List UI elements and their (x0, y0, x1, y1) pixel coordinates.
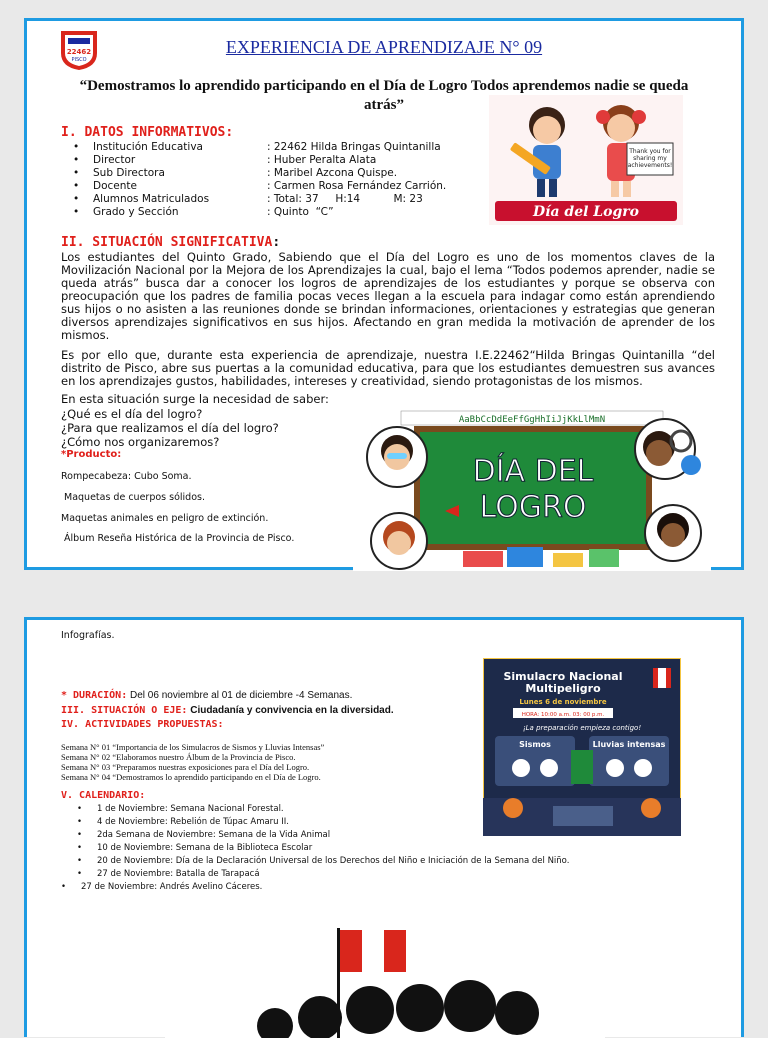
dia-del-logro-board-illustration (353, 403, 711, 571)
page-title: EXPERIENCIA DE APRENDIZAJE N° 09 (225, 37, 543, 57)
info-row: • Institución Educativa : 22462 Hilda Bringas Quintanilla (73, 141, 441, 153)
info-row: • Alumnos Matriculados : Total: 37 H:14 M: 23 (73, 193, 423, 205)
calendar-item: • 20 de Noviembre: Día de la Declaración Universal de los Derechos del Niño e Iniciación de la Semana del Niño. (77, 856, 570, 866)
banner-text: Día del Logro (533, 204, 639, 220)
svg-text:Lluvias intensas: Lluvias intensas (592, 740, 666, 749)
svg-text:HORA: 10:00 a.m. 03: 00 p.m.: HORA: 10:00 a.m. 03: 00 p.m. (521, 712, 605, 718)
info-row: • Docente : Carmen Rosa Fernández Carrión. (73, 180, 447, 192)
simulacro-poster (483, 658, 681, 836)
board-line-2: LOGRO (479, 490, 587, 525)
sign-text: Thank you for sharing my achievements! (627, 148, 673, 169)
product-item: Álbum Reseña Histórica de la Provincia de Pisco. (64, 533, 295, 544)
question-item: ¿Qué es el día del logro? (61, 407, 203, 421)
situation-paragraph-2: Es por ello que, durante esta experiencia de aprendizaje, nuestra I.E.22462“Hilda Bringas Quintanilla “del distrito de Pisco, abre sus puertas a la comunidad educativa, para que los estudiantes demuestren sus avances en los aprendizajes gustos, habilidades, intereses y creatividad, siendo protagonistas de los mismos. (61, 348, 715, 388)
week-item: Semana N° 04 “Demostramos lo aprendido participando en el Día de Logro. (61, 772, 321, 782)
product-heading: *Producto: (61, 449, 122, 460)
situation-paragraph-1: Los estudiantes del Quinto Grado, Sabiendo que el Día del Logro es uno de los momentos claves de la Movilización Nacional por la Mejora de los Aprendizajes la cual, bajo el lema “Todos podemos aprender, nadie se queda atrás” busca dar a conocer los logros de aprendizajes de los estudiantes y porque se observa con preocupación que los padres de familia pocas veces llegan a la escuela para indagar como están aprendiendo sus hijos o no asisten a las reuniones donde se brindan informaciones, orientaciones y estrategias que generan diversos aprendizajes significativos en sus hijos. Afectando en gran medida la motivación de aprender de los mismos. (61, 250, 715, 342)
calendar-heading: V. CALENDARIO: (61, 790, 146, 801)
info-list (73, 141, 493, 219)
product-item: Maquetas de cuerpos sólidos. (64, 492, 205, 503)
product-item: Rompecabeza: Cubo Soma. (61, 471, 192, 482)
calendar-item: • 2da Semana de Noviembre: Semana de la Vida Animal (77, 830, 331, 840)
svg-text:Sismos: Sismos (519, 740, 551, 749)
question-item: ¿Cómo nos organizaremos? (61, 435, 220, 449)
experience-subtitle: “Demostramos lo aprendido participando en el Día de Logro Todos aprendemos nadie se queda atrás” (79, 78, 689, 113)
svg-text:22462: 22462 (66, 48, 92, 56)
info-row: • Sub Directora : Maribel Azcona Quispe. (73, 167, 398, 179)
svg-text:Multipeligro: Multipeligro (525, 682, 601, 695)
info-row: • Grado y Sección : Quinto “C” (73, 206, 334, 218)
people-silhouette-flag-image (165, 918, 605, 1038)
alphabet-strip: AaBbCcDdEeFfGgHhIiJjKkLlMmN (458, 415, 606, 425)
svg-text:PISCO: PISCO (71, 57, 87, 63)
svg-text:¡La preparación empieza contig: ¡La preparación empieza contigo! (522, 724, 642, 732)
week-item: Semana N° 03 “Preparamos nuestras exposiciones para el Día del Logro. (61, 762, 310, 772)
calendar-item: • 27 de Noviembre: Batalla de Tarapacá (77, 869, 260, 879)
week-item: Semana N° 02 “Elaboramos nuestro Álbum de la Provincia de Pisco. (61, 752, 296, 762)
page-1 (24, 18, 744, 570)
infografias-line: Infografías. (61, 630, 115, 641)
calendar-item: • 10 de Noviembre: Semana de la Biblioteca Escolar (77, 843, 313, 853)
svg-text:Lunes 6 de noviembre: Lunes 6 de noviembre (519, 698, 607, 706)
question-item: ¿Para que realizamos el día del logro? (61, 421, 279, 435)
section-heading-situacion: II. SITUACIÓN SIGNIFICATIVA: (61, 235, 281, 250)
info-row: • Director : Huber Peralta Alata (73, 154, 377, 166)
calendar-item: • 1 de Noviembre: Semana Nacional Forestal. (77, 804, 284, 814)
activities-heading: IV. ACTIVIDADES PROPUESTAS: (61, 719, 224, 730)
dia-del-logro-illustration (489, 95, 683, 225)
calendar-item: • 27 de Noviembre: Andrés Avelino Cáceres. (61, 882, 263, 892)
svg-text:Simulacro Nacional: Simulacro Nacional (503, 670, 623, 683)
need-line: En esta situación surge la necesidad de saber: (61, 392, 329, 406)
product-item: Maquetas animales en peligro de extinción. (61, 513, 269, 524)
board-line-1: DÍA DEL (472, 454, 594, 489)
page-2 (24, 617, 744, 1037)
situation-line: III. SITUACIÓN O EJE: Ciudadanía y convivencia en la diversidad. (61, 705, 394, 716)
week-item: Semana N° 01 “Importancia de los Simulacros de Sismos y Lluvias Intensas” (61, 742, 325, 752)
section-heading-datos: I. DATOS INFORMATIVOS: (61, 125, 234, 140)
calendar-item: • 4 de Noviembre: Rebelión de Túpac Amaru II. (77, 817, 289, 827)
duration-line: * DURACIÓN: Del 06 noviembre al 01 de diciembre -4 Semanas. (61, 690, 353, 701)
